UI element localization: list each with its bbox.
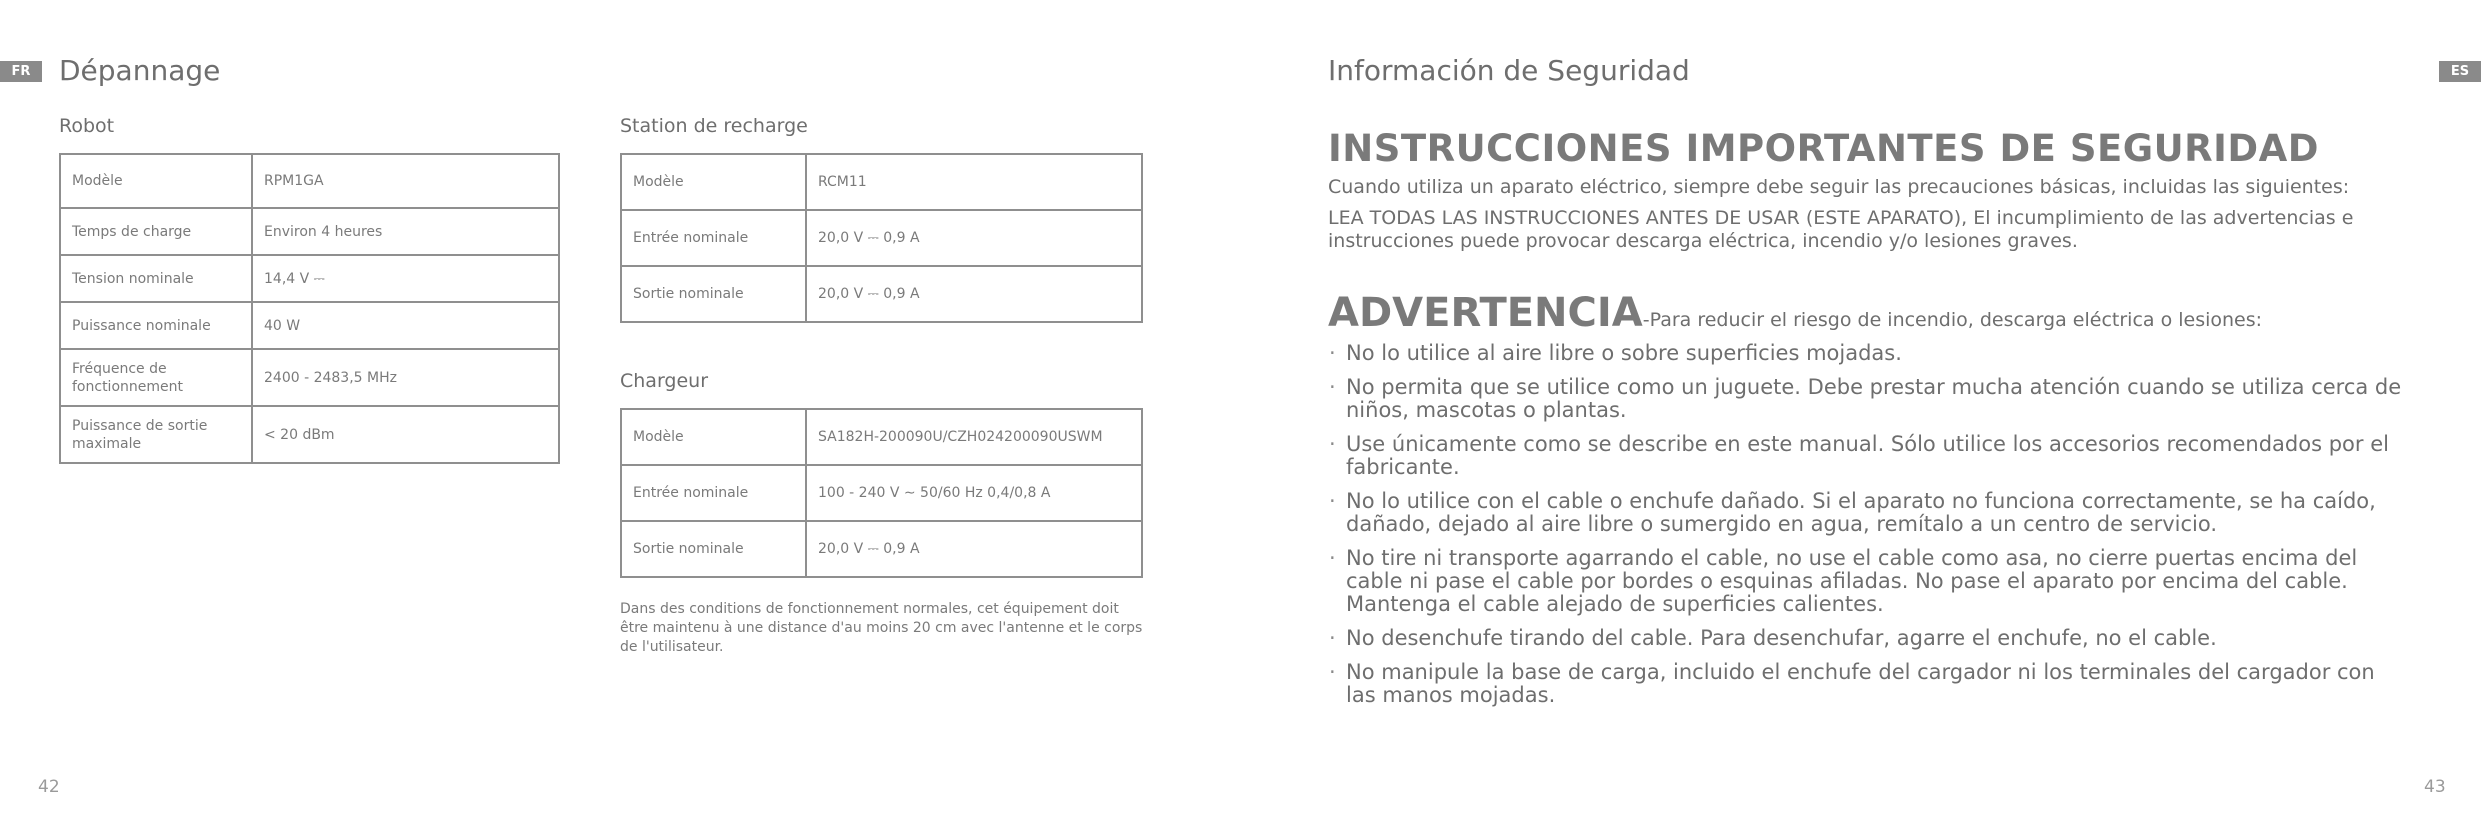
safety-intro: Cuando utiliza un aparato eléctrico, siempre debe seguir las precauciones básicas, incluidas las siguientes: — [1328, 176, 2350, 198]
safety-main-heading: INSTRUCCIONES IMPORTANTES DE SEGURIDAD — [1328, 127, 2319, 170]
list-item: · No manipule la base de carga, incluido el enchufe del cargador ni los terminales del cargador con las manos mojadas. — [1328, 661, 2408, 707]
rf-exposure-note: Dans des conditions de fonctionnement normales, cet équipement doit être maintenu à une distance d'au moins 20 cm avec l'antenne et le corps de l'utilisateur. — [620, 601, 1143, 655]
spec-label: Entrée nominale — [621, 465, 806, 521]
table-row — [60, 208, 559, 255]
language-tag-es: ES — [2439, 61, 2481, 82]
spec-value: < 20 dBm — [252, 406, 559, 463]
list-item: · No lo utilice con el cable o enchufe dañado. Si el aparato no funciona correctamente, se ha caído, dañado, dejado al aire libre o sumergido en agua, remítalo a un centro de servicio. — [1328, 490, 2408, 536]
section-title-robot: Robot — [59, 115, 115, 137]
list-item: · Use únicamente como se describe en este manual. Sólo utilice los accesorios recomendados por el fabricante. — [1328, 433, 2408, 479]
spec-value: RPM1GA — [252, 154, 559, 208]
section-title-chargeur: Chargeur — [620, 370, 709, 392]
spec-label: Entrée nominale — [621, 210, 806, 266]
list-item: · No desenchufe tirando del cable. Para desenchufar, agarre el enchufe, no el cable. — [1328, 627, 2408, 650]
spec-value: RCM11 — [806, 154, 1142, 210]
spec-label: Puissance nominale — [60, 302, 252, 349]
spec-value: 20,0 V ⎓ 0,9 A — [806, 210, 1142, 266]
spec-label: Fréquence de fonctionnement — [60, 349, 252, 406]
spec-label: Temps de charge — [60, 208, 252, 255]
table-row — [621, 210, 1142, 266]
list-item: · No tire ni transporte agarrando el cable, no use el cable como asa, no cierre puertas encima del cable ni pase el cable por bordes o esquinas afiladas. No pase el aparato por encima del cable. Mantenga el cable alejado de superficies calientes. — [1328, 547, 2408, 616]
table-row — [621, 266, 1142, 322]
spec-label: Sortie nominale — [621, 521, 806, 577]
table-row — [60, 302, 559, 349]
table-row — [60, 349, 559, 406]
spec-value: 20,0 V ⎓ 0,9 A — [806, 266, 1142, 322]
spec-label: Modèle — [621, 154, 806, 210]
spec-value: SA182H-200090U/CZH024200090USWM — [806, 409, 1142, 465]
table-row — [60, 406, 559, 463]
warning-line — [1328, 290, 2262, 336]
spec-value: 40 W — [252, 302, 559, 349]
page-number-left: 42 — [38, 777, 60, 797]
page-number-right: 43 — [2424, 777, 2446, 797]
section-title-station: Station de recharge — [620, 115, 808, 137]
table-row — [621, 154, 1142, 210]
page-title-depannage: Dépannage — [59, 54, 221, 87]
spec-label: Sortie nominale — [621, 266, 806, 322]
warning-text: -Para reducir el riesgo de incendio, descarga eléctrica o lesiones: — [1642, 309, 2263, 331]
robot-spec-table — [59, 153, 560, 464]
spec-value: 20,0 V ⎓ 0,9 A — [806, 521, 1142, 577]
spec-value: 100 - 240 V ∼ 50/60 Hz 0,4/0,8 A — [806, 465, 1142, 521]
spec-value: 14,4 V ⎓ — [252, 255, 559, 302]
table-row — [621, 521, 1142, 577]
list-item: · No lo utilice al aire libre o sobre superficies mojadas. — [1328, 342, 2408, 365]
list-item: · No permita que se utilice como un juguete. Debe prestar mucha atención cuando se utiliza cerca de niños, mascotas o plantas. — [1328, 376, 2408, 422]
station-spec-table — [620, 153, 1143, 323]
spec-value: Environ 4 heures — [252, 208, 559, 255]
table-row — [60, 154, 559, 208]
safety-list — [1328, 342, 2408, 718]
spec-label: Puissance de sortie maximale — [60, 406, 252, 463]
table-row — [621, 409, 1142, 465]
spec-label: Modèle — [621, 409, 806, 465]
safety-read-all-notice: LEA TODAS LAS INSTRUCCIONES ANTES DE USAR (ESTE APARATO), El incumplimiento de las advertencias e instrucciones puede provocar descarga eléctrica, incendio y/o lesiones graves. — [1328, 207, 2354, 252]
table-row — [60, 255, 559, 302]
spec-label: Modèle — [60, 154, 252, 208]
spec-label: Tension nominale — [60, 255, 252, 302]
spec-value: 2400 - 2483,5 MHz — [252, 349, 559, 406]
page-title-seguridad: Información de Seguridad — [1328, 54, 1690, 87]
charger-spec-table — [620, 408, 1143, 578]
warning-heading: ADVERTENCIA — [1328, 290, 1643, 336]
language-tag-fr: FR — [0, 61, 42, 82]
table-row — [621, 465, 1142, 521]
